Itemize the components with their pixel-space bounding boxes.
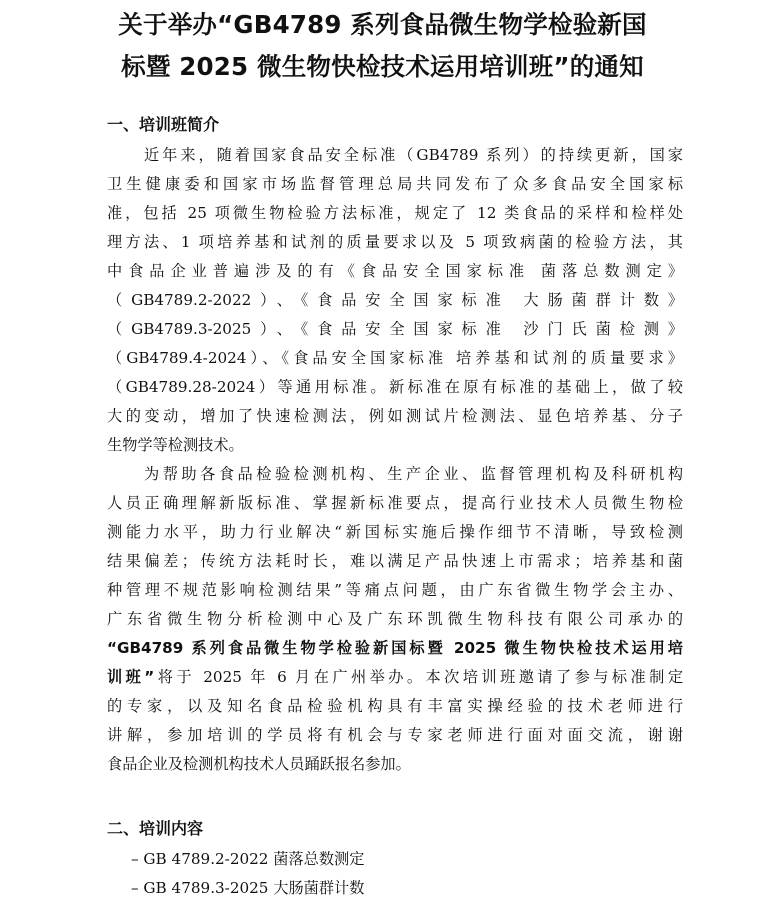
paragraph-line: （GB4789.28-2024）等通用标准。新标准在原有标准的基础上，做了较 xyxy=(107,378,683,396)
paragraph-line: 大的变动，增加了快速检测法，例如测试片检测法、显色培养基、分子 xyxy=(107,407,683,425)
paragraph-line: 食品企业及检测机构技术人员踊跃报名参加。 xyxy=(107,755,411,773)
paragraph-line: 理方法、1 项培养基和试剂的质量要求以及 5 项致病菌的检验方法，其 xyxy=(107,233,683,251)
paragraph-line: 中食品企业普遍涉及的有《食品安全国家标准 菌落总数测定》 xyxy=(107,262,683,280)
section-heading-content: 二、培训内容 xyxy=(107,819,204,838)
paragraph-line xyxy=(107,667,683,687)
training-name-bold-end: 训班” xyxy=(107,668,155,686)
paragraph-line: （GB4789.2-2022）、《食品安全国家标准 大肠菌群计数》 xyxy=(107,291,683,309)
section-heading-intro: 一、培训班简介 xyxy=(107,115,220,134)
title-line-2: 标暨 2025 微生物快检技术运用培训班”的通知 xyxy=(121,52,644,81)
list-item: – GB 4789.3-2025 大肠菌群计数 xyxy=(131,879,365,897)
training-name-bold: “GB4789 系列食品微生物学检验新国标暨 2025 微生物快检技术运用培 xyxy=(107,639,683,657)
title-line-1: 关于举办“GB4789 系列食品微生物学检验新国 xyxy=(118,10,647,39)
paragraph-line: 讲解，参加培训的学员将有机会与专家老师进行面对面交流，谢谢 xyxy=(107,726,683,744)
paragraph-line: 测能力水平，助力行业解决“新国标实施后操作细节不清晰，导致检测 xyxy=(107,523,683,541)
paragraph-line: 为帮助各食品检验检测机构、生产企业、监督管理机构及科研机构 xyxy=(144,465,683,483)
paragraph-line: 人员正确理解新版标准、掌握新标准要点，提高行业技术人员微生物检 xyxy=(107,494,683,512)
paragraph-line: （GB4789.3-2025）、《食品安全国家标准 沙门氏菌检测》 xyxy=(107,320,683,338)
list-item: – GB 4789.2-2022 菌落总数测定 xyxy=(131,850,365,868)
paragraph-line: 卫生健康委和国家市场监督管理总局共同发布了众多食品安全国家标 xyxy=(107,175,683,193)
paragraph-line: 种管理不规范影响检测结果”等痛点问题，由广东省微生物学会主办、 xyxy=(107,581,683,599)
paragraph-line: 准，包括 25 项微生物检验方法标准，规定了 12 类食品的采样和检样处 xyxy=(107,204,683,222)
paragraph-line: 的专家，以及知名食品检验机构具有丰富实操经验的技术老师进行 xyxy=(107,697,683,715)
paragraph-line: 结果偏差；传统方法耗时长，难以满足产品快速上市需求；培养基和菌 xyxy=(107,552,683,570)
paragraph-line: （GB4789.4-2024）、《食品安全国家标准 培养基和试剂的质量要求》 xyxy=(107,349,683,367)
paragraph-line: 生物学等检测技术。 xyxy=(107,436,244,454)
paragraph-line: 近年来，随着国家食品安全标准（GB4789 系列）的持续更新，国家 xyxy=(144,146,683,164)
paragraph-line-rest: 将于 2025 年 6 月在广州举办。本次培训班邀请了参与标准制定 xyxy=(154,668,683,686)
document-title xyxy=(0,4,765,88)
paragraph-line: 广东省微生物分析检测中心及广东环凯微生物科技有限公司承办的 xyxy=(107,610,683,628)
